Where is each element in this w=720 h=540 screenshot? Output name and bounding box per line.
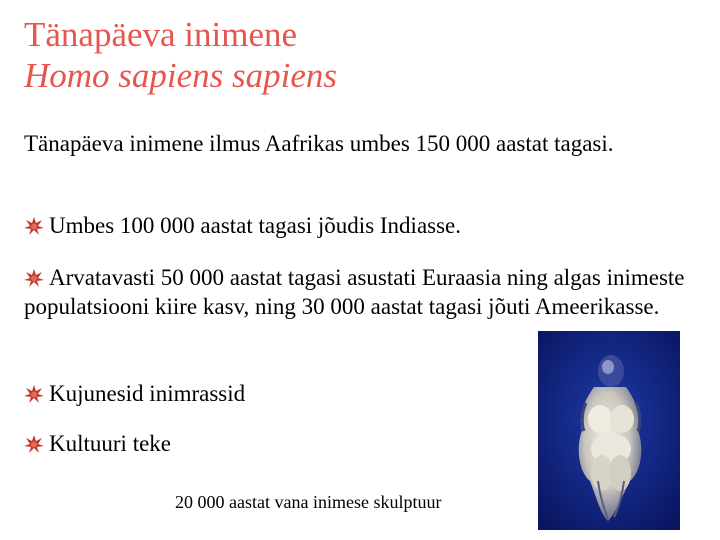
bullet-item-4 <box>24 429 171 458</box>
title-line-2: Homo sapiens sapiens <box>24 56 338 95</box>
starburst-bullet-icon <box>24 385 44 403</box>
bullet-item-1 <box>24 211 684 240</box>
figure-caption: 20 000 aastat vana inimese skulptuur <box>175 492 442 512</box>
venus-figurine-photo <box>538 331 680 530</box>
bullet-item-2 <box>24 263 689 321</box>
bullet-text-4: Kultuuri teke <box>49 431 171 456</box>
slide-title <box>24 14 337 96</box>
title-line-1: Tänapäeva inimene <box>24 15 298 54</box>
bullet-item-3 <box>24 379 245 408</box>
starburst-bullet-icon <box>24 217 44 235</box>
intro-paragraph: Tänapäeva inimene ilmus Aafrikas umbes 150 000 aastat tagasi. <box>24 131 614 156</box>
bullet-text-3: Kujunesid inimrassid <box>49 381 246 406</box>
bullet-text-1: Umbes 100 000 aastat tagasi jõudis Indiasse. <box>49 213 462 238</box>
starburst-bullet-icon <box>24 269 44 287</box>
bullet-text-2: Arvatavasti 50 000 aastat tagasi asustati Euraasia ning algas inimeste populatsiooni kiire kasv, ning 30 000 aastat tagasi jõuti Ameerikasse. <box>24 265 685 319</box>
starburst-bullet-icon <box>24 435 44 453</box>
